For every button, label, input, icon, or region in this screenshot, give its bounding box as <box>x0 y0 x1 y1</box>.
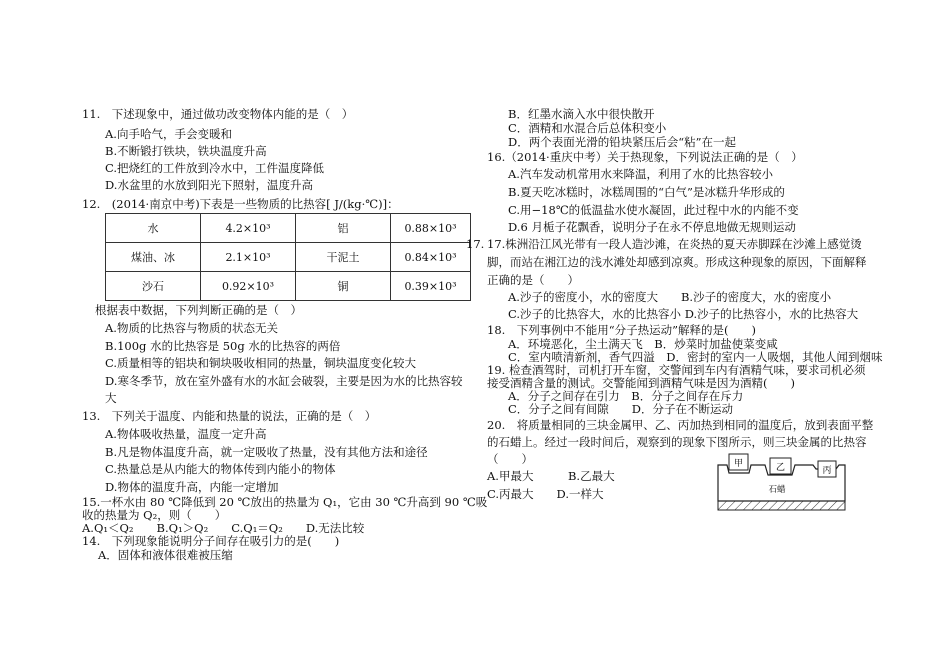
q17-line3: 正确的是（ ） <box>487 273 579 287</box>
q14-stem: 14. 下列现象能说明分子间存在吸引力的是( ) <box>82 534 340 548</box>
table-cell: 2.1×10³ <box>201 243 296 272</box>
q17-line2: 脚，而站在湘江边的浅水滩处却感到凉爽。形成这种现象的原因，下面解释 <box>487 255 867 269</box>
q11-option-c: C.把烧红的工件放到冷水中，工件温度降低 <box>105 161 325 175</box>
table-cell: 煤油、冰 <box>106 243 201 272</box>
q16-option-c: C.用−18℃的低温盐水使水凝固，此过程中水的内能不变 <box>508 203 799 217</box>
q13-option-c: C.热量总是从内能大的物体传到内能小的物体 <box>105 462 336 476</box>
table-cell: 0.92×10³ <box>201 272 296 301</box>
table-row <box>106 214 471 243</box>
q14-option-b: B．红墨水滴入水中很快散开 <box>508 107 655 121</box>
block-bing-label: 丙 <box>822 466 832 476</box>
q18-options-ab: A．环境恶化，尘土满天飞 B．炒菜时加盐使菜变咸 <box>508 337 778 351</box>
q18-options-cd: C．室内喷清新剂，香气四溢 D．密封的室内一人吸烟，其他人闻到烟味 <box>508 350 883 364</box>
q20-options-cd: C.丙最大 D.一样大 <box>487 487 604 501</box>
q11-option-b: B.不断锻打铁块，铁块温度升高 <box>105 144 267 158</box>
q16-option-d: D.6 月栀子花飘香，说明分子在永不停息地做无规则运动 <box>508 220 796 234</box>
q19-line1: 19. 检查酒驾时，司机打开车窗，交警闻到车内有酒精气味，要求司机必须 <box>487 363 866 377</box>
q20-line1: 20. 将质量相同的三块金属甲、乙、丙加热到相同的温度后，放到表面平整 <box>487 418 874 432</box>
q17-margin-number: 17. <box>466 237 485 251</box>
q16-option-a: A.汽车发动机常用水来降温，利用了水的比热容较小 <box>508 167 773 181</box>
table-cell: 铜 <box>296 272 391 301</box>
table-cell: 干泥土 <box>296 243 391 272</box>
table-cell: 4.2×10³ <box>201 214 296 243</box>
table-cell: 0.88×10³ <box>391 214 471 243</box>
q16-stem: 16.（2014·重庆中考）关于热现象，下列说法正确的是（ ） <box>487 150 803 164</box>
q16-option-b: B.夏天吃冰糕时，冰糕周围的“白气”是冰糕升华形成的 <box>508 185 785 199</box>
q12-option-d-line1: D.寒冬季节，放在室外盛有水的水缸会破裂，主要是因为水的比热容较 <box>105 374 463 388</box>
wax-metal-figure <box>715 453 850 515</box>
q15-line2: 收的热量为 Q₂，则（ ） <box>82 508 227 522</box>
q17-line1: 17.株洲沿江风光带有一段人造沙滩，在炎热的夏天赤脚踩在沙滩上感觉烫 <box>487 237 862 251</box>
q12-option-a: A.物质的比热容与物质的状态无关 <box>105 321 278 335</box>
table-row <box>106 272 471 301</box>
q12-option-d-line2: 大 <box>105 391 117 405</box>
q11-option-a: A.向手哈气，手会变暖和 <box>105 127 232 141</box>
q14-option-d: D．两个表面光滑的铅块紧压后会“粘”在一起 <box>508 135 736 149</box>
q11-option-d: D.水盆里的水放到阳光下照射，温度升高 <box>105 178 313 192</box>
block-yi-label: 乙 <box>775 463 786 473</box>
q19-options-ab: A．分子之间存在引力 B．分子之间存在斥力 <box>508 389 744 403</box>
table-cell: 0.39×10³ <box>391 272 471 301</box>
q13-option-d: D.物体的温度升高，内能一定增加 <box>105 480 279 494</box>
q12-stem: 12. (2014·南京中考)下表是一些物质的比热容[ J/(kg·℃)]： <box>82 197 399 211</box>
wax-label: 石蜡 <box>768 485 786 495</box>
table-cell: 铝 <box>296 214 391 243</box>
q19-line2: 接受酒精含量的测试。交警能闻到酒精气味是因为酒精( ) <box>487 376 795 390</box>
q15-options: A.Q₁＜Q₂ B.Q₁＞Q₂ C.Q₁＝Q₂ D.无法比较 <box>82 521 365 535</box>
q15-line1: 15.一杯水由 80 ℃降低到 20 ℃放出的热量为 Q₁，它由 30 ℃升高到 90 ℃吸 <box>82 495 488 509</box>
q12-option-c: C.质量相等的铝块和铜块吸收相同的热量，铜块温度变化较大 <box>105 356 417 370</box>
specific-heat-table <box>105 213 471 301</box>
block-jia-label: 甲 <box>733 459 744 469</box>
table-row <box>106 243 471 272</box>
q11-stem: 11. 下述现象中，通过做功改变物体内能的是（ ） <box>82 107 354 121</box>
q19-options-cd: C．分子之间有间隙 D．分子在不断运动 <box>508 402 734 416</box>
q17-options-cd: C.沙子的比热容大，水的比热容小 D.沙子的比热容小，水的比热容大 <box>508 307 859 321</box>
q14-option-c: C．酒精和水混合后总体积变小 <box>508 121 667 135</box>
q13-option-b: B.凡是物体温度升高，就一定吸收了热量，没有其他方法和途径 <box>105 445 428 459</box>
table-cell: 沙石 <box>106 272 201 301</box>
table-cell: 水 <box>106 214 201 243</box>
q20-line2: 的石蜡上。经过一段时间后，观察到的现象下图所示，则三块金属的比热容 <box>487 435 867 449</box>
q14-option-a: A．固体和液体很难被压缩 <box>98 548 233 562</box>
hatched-base <box>718 501 845 510</box>
q20-options-ab: A.甲最大 B.乙最大 <box>487 469 615 483</box>
q20-line3: （ ） <box>487 452 533 466</box>
q13-option-a: A.物体吸收热量，温度一定升高 <box>105 427 267 441</box>
q17-options-ab: A.沙子的密度小，水的密度大 B.沙子的密度大，水的密度小 <box>508 290 832 304</box>
q12-option-b: B.100g 水的比热容是 50g 水的比热容的两倍 <box>105 339 341 353</box>
q13-stem: 13. 下列关于温度、内能和热量的说法，正确的是（ ） <box>82 409 377 423</box>
q18-stem: 18. 下列事例中不能用“分子热运动”解释的是( ) <box>487 323 757 337</box>
table-cell: 0.84×10³ <box>391 243 471 272</box>
q12-intro: 根据表中数据，下列判断正确的是（ ） <box>95 303 302 317</box>
